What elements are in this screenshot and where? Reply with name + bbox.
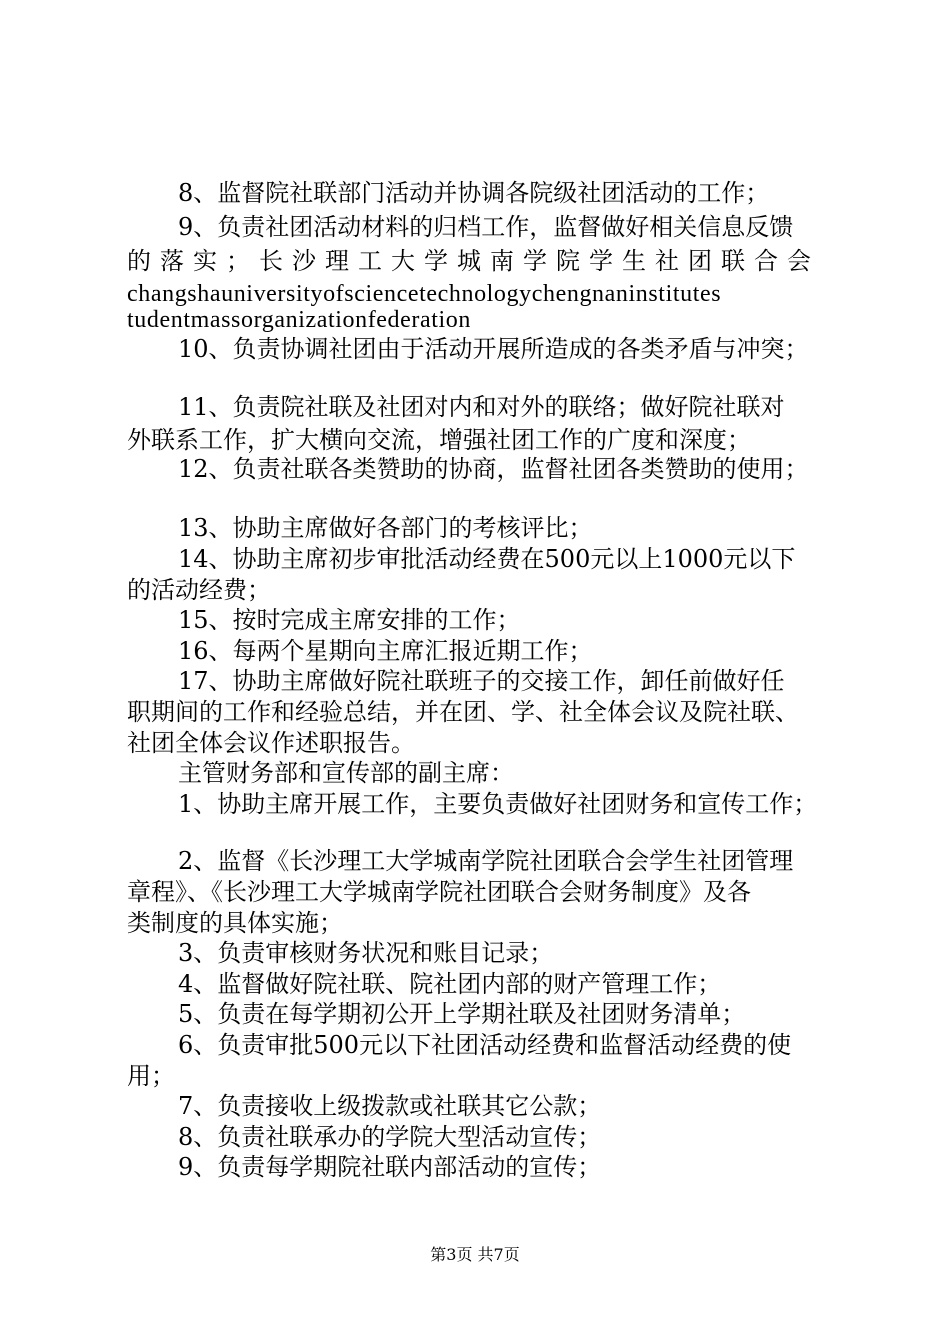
- paragraph-line: 11、负责院社联及社团对内和对外的联络；做好院社联对: [178, 393, 785, 421]
- paragraph-line: 章程》、《长沙理工大学城南学院社团联合会财务制度》及各: [127, 878, 751, 906]
- paragraph-line: 类制度的具体实施；: [127, 909, 343, 937]
- paragraph-line: 的活动经费；: [127, 576, 271, 604]
- paragraph-line: 17、协助主席做好院社联班子的交接工作，卸任前做好任: [178, 667, 785, 695]
- paragraph-line: changshauniversityofsciencetechnologychengnaninstitutes: [127, 281, 722, 307]
- paragraph-line: 用；: [127, 1062, 175, 1090]
- paragraph-line: 5、负责在每学期初公开上学期社联及社团财务清单；: [178, 1000, 746, 1028]
- paragraph-line: 15、按时完成主席安排的工作；: [178, 606, 521, 634]
- paragraph-line: tudentmassorganizationfederation: [127, 307, 471, 333]
- paragraph-line: 8、监督院社联部门活动并协调各院级社团活动的工作；: [178, 179, 770, 207]
- paragraph-line: 1、协助主席开展工作，主要负责做好社团财务和宣传工作；: [178, 790, 818, 818]
- paragraph-line: 7、负责接收上级拨款或社联其它公款；: [178, 1092, 602, 1120]
- paragraph-line: 12、负责社联各类赞助的协商，监督社团各类赞助的使用；: [178, 455, 809, 483]
- paragraph-line: 13、协助主席做好各部门的考核评比；: [178, 514, 593, 542]
- paragraph-line: 外联系工作，扩大横向交流，增强社团工作的广度和深度；: [127, 426, 751, 454]
- paragraph-line: 社团全体会议作述职报告。: [127, 729, 415, 757]
- paragraph-line: 的落实；长沙理工大学城南学院学生社团联合会: [127, 247, 820, 275]
- section-heading: 主管财务部和宣传部的副主席：: [178, 759, 514, 787]
- paragraph-line: 3、负责审核财务状况和账目记录；: [178, 939, 554, 967]
- paragraph-line: 职期间的工作和经验总结，并在团、学、社全体会议及院社联、: [127, 698, 799, 726]
- paragraph-line: 14、协助主席初步审批活动经费在500元以上1000元以下: [178, 545, 796, 573]
- paragraph-line: 4、监督做好院社联、院社团内部的财产管理工作；: [178, 970, 722, 998]
- page-number-footer: 第3页 共7页: [430, 1245, 520, 1264]
- paragraph-line: 16、每两个星期向主席汇报近期工作；: [178, 637, 593, 665]
- paragraph-line: 9、负责社团活动材料的归档工作，监督做好相关信息反馈: [178, 213, 794, 241]
- paragraph-line: 9、负责每学期院社联内部活动的宣传；: [178, 1153, 602, 1181]
- paragraph-line: 2、监督《长沙理工大学城南学院社团联合会学生社团管理: [178, 847, 794, 875]
- paragraph-line: 10、负责协调社团由于活动开展所造成的各类矛盾与冲突；: [178, 335, 809, 363]
- paragraph-line: 8、负责社联承办的学院大型活动宣传；: [178, 1123, 602, 1151]
- paragraph-line: 6、负责审批500元以下社团活动经费和监督活动经费的使: [178, 1031, 792, 1059]
